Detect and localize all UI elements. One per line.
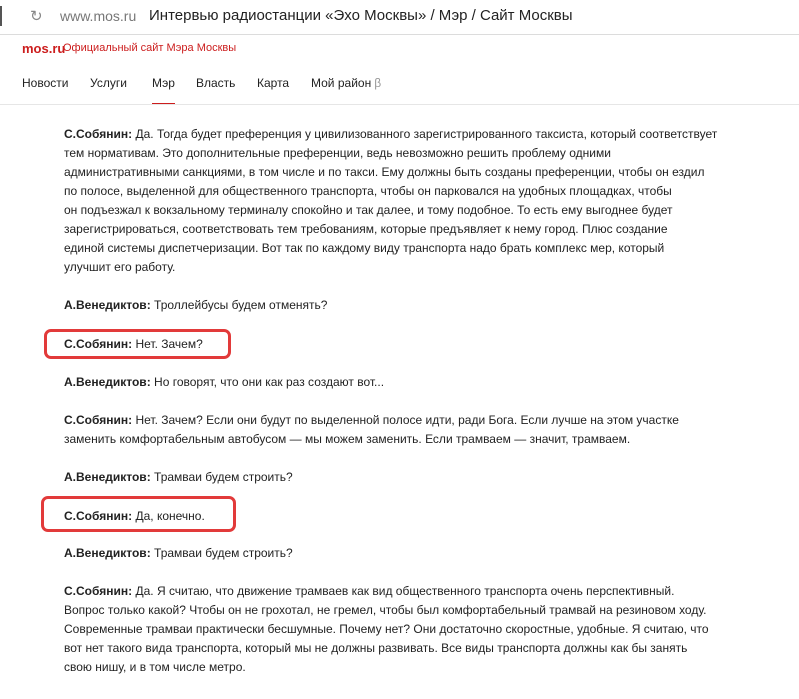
transcript-entry [64, 125, 734, 277]
speech-line: Нет. Зачем? [135, 337, 203, 351]
transcript-entry [64, 296, 734, 315]
speaker-name: С.Собянин: [64, 584, 133, 598]
transcript-entry [64, 582, 734, 677]
nav-item-news[interactable]: Новости [22, 76, 69, 90]
beta-badge: β [374, 76, 382, 90]
speech-line: улучшит его работу. [64, 260, 176, 274]
speech-line: Да. Тогда будет преференция у цивилизованного зарегистрированного таксиста, который соответствует [135, 127, 718, 141]
tab-edge [0, 6, 2, 26]
speech-line: Троллейбусы будем отменять? [154, 298, 328, 312]
speech-line: Вопрос только какой? Чтобы он не грохотал, не гремел, чтобы был комфортабельный трамвай на резиновом ходу. [64, 603, 707, 617]
speaker-name: С.Собянин: [64, 127, 133, 141]
speaker-name: А.Венедиктов: [64, 375, 151, 389]
speech-line: Трамваи будем строить? [154, 546, 293, 560]
nav-item-mayor[interactable]: Мэр [152, 74, 175, 105]
page-title: Интервью радиостанции «Эхо Москвы» / Мэр / Сайт Москвы [149, 7, 573, 24]
speaker-name: А.Венедиктов: [64, 298, 151, 312]
nav-item-my-district[interactable] [311, 74, 381, 103]
speech-line: Но говорят, что они как раз создают вот... [154, 375, 385, 389]
site-logo[interactable]: mos.ru [22, 41, 66, 56]
highlight-box [41, 496, 236, 532]
highlight-box [44, 329, 231, 359]
browser-address-bar [0, 0, 799, 35]
speech-line: вот нет такого вида транспорта, который мы не должны развивать. Все виды транспорта должны как бы занять [64, 641, 688, 655]
speech-line: свою нишу, и в том числе метро. [64, 660, 246, 674]
speech-line: Трамваи будем строить? [154, 470, 293, 484]
transcript-entry [64, 468, 734, 487]
speech-line: Да, конечно. [135, 509, 205, 523]
transcript-entry [64, 373, 734, 392]
speech-line: единой системы диспетчеризации. Вот так по каждому виду транспорта надо брать комплекс мер, который [64, 241, 665, 255]
speaker-name: А.Венедиктов: [64, 546, 151, 560]
speaker-name: С.Собянин: [64, 337, 133, 351]
speech-line: Современные трамваи практически бесшумные. Почему нет? Они достаточно скоростные, удобные. Я считаю, что [64, 622, 709, 636]
nav-item-map[interactable]: Карта [257, 76, 290, 90]
speaker-name: А.Венедиктов: [64, 470, 151, 484]
speech-line: заменить комфортабельным автобусом — мы можем заменить. Если трамваем — значит, трамваем. [64, 432, 631, 446]
speech-line: по полосе, выделенной для общественного транспорта, чтобы он парковался на удобных площадках, чтобы [64, 184, 672, 198]
transcript-entry [64, 544, 734, 563]
speaker-name: С.Собянин: [64, 509, 133, 523]
speech-line: тем нормативам. Это дополнительные преференции, ведь невозможно решить проблему одними [64, 146, 611, 160]
speech-line: Да. Я считаю, что движение трамваев как вид общественного транспорта очень перспективный. [135, 584, 675, 598]
speech-line: административными санкциями, в том числе и по такси. Ему должны быть созданы преференции, чтобы он ездил [64, 165, 705, 179]
speech-line: он подъезжал к вокзальному терминалу спокойно и так далее, и тому подобное. То есть ему выгоднее будет [64, 203, 673, 217]
speech-line: зарегистрироваться, соответствовать тем требованиям, которые предъявляет к нему город. Плюс создание [64, 222, 668, 236]
speech-line: Нет. Зачем? Если они будут по выделенной полосе идти, ради Бога. Если лучше на этом участке [135, 413, 679, 427]
reload-icon[interactable]: ↻ [30, 8, 43, 25]
nav-item-services[interactable]: Услуги [90, 76, 127, 90]
site-tagline: Официальный сайт Мэра Москвы [63, 42, 237, 54]
nav-item-government[interactable]: Власть [196, 76, 236, 90]
nav-item-my-district-label: Мой район [311, 76, 372, 90]
speaker-name: С.Собянин: [64, 413, 133, 427]
transcript-entry [64, 411, 734, 449]
nav-divider [0, 104, 799, 105]
url-field[interactable]: www.mos.ru [60, 8, 137, 24]
